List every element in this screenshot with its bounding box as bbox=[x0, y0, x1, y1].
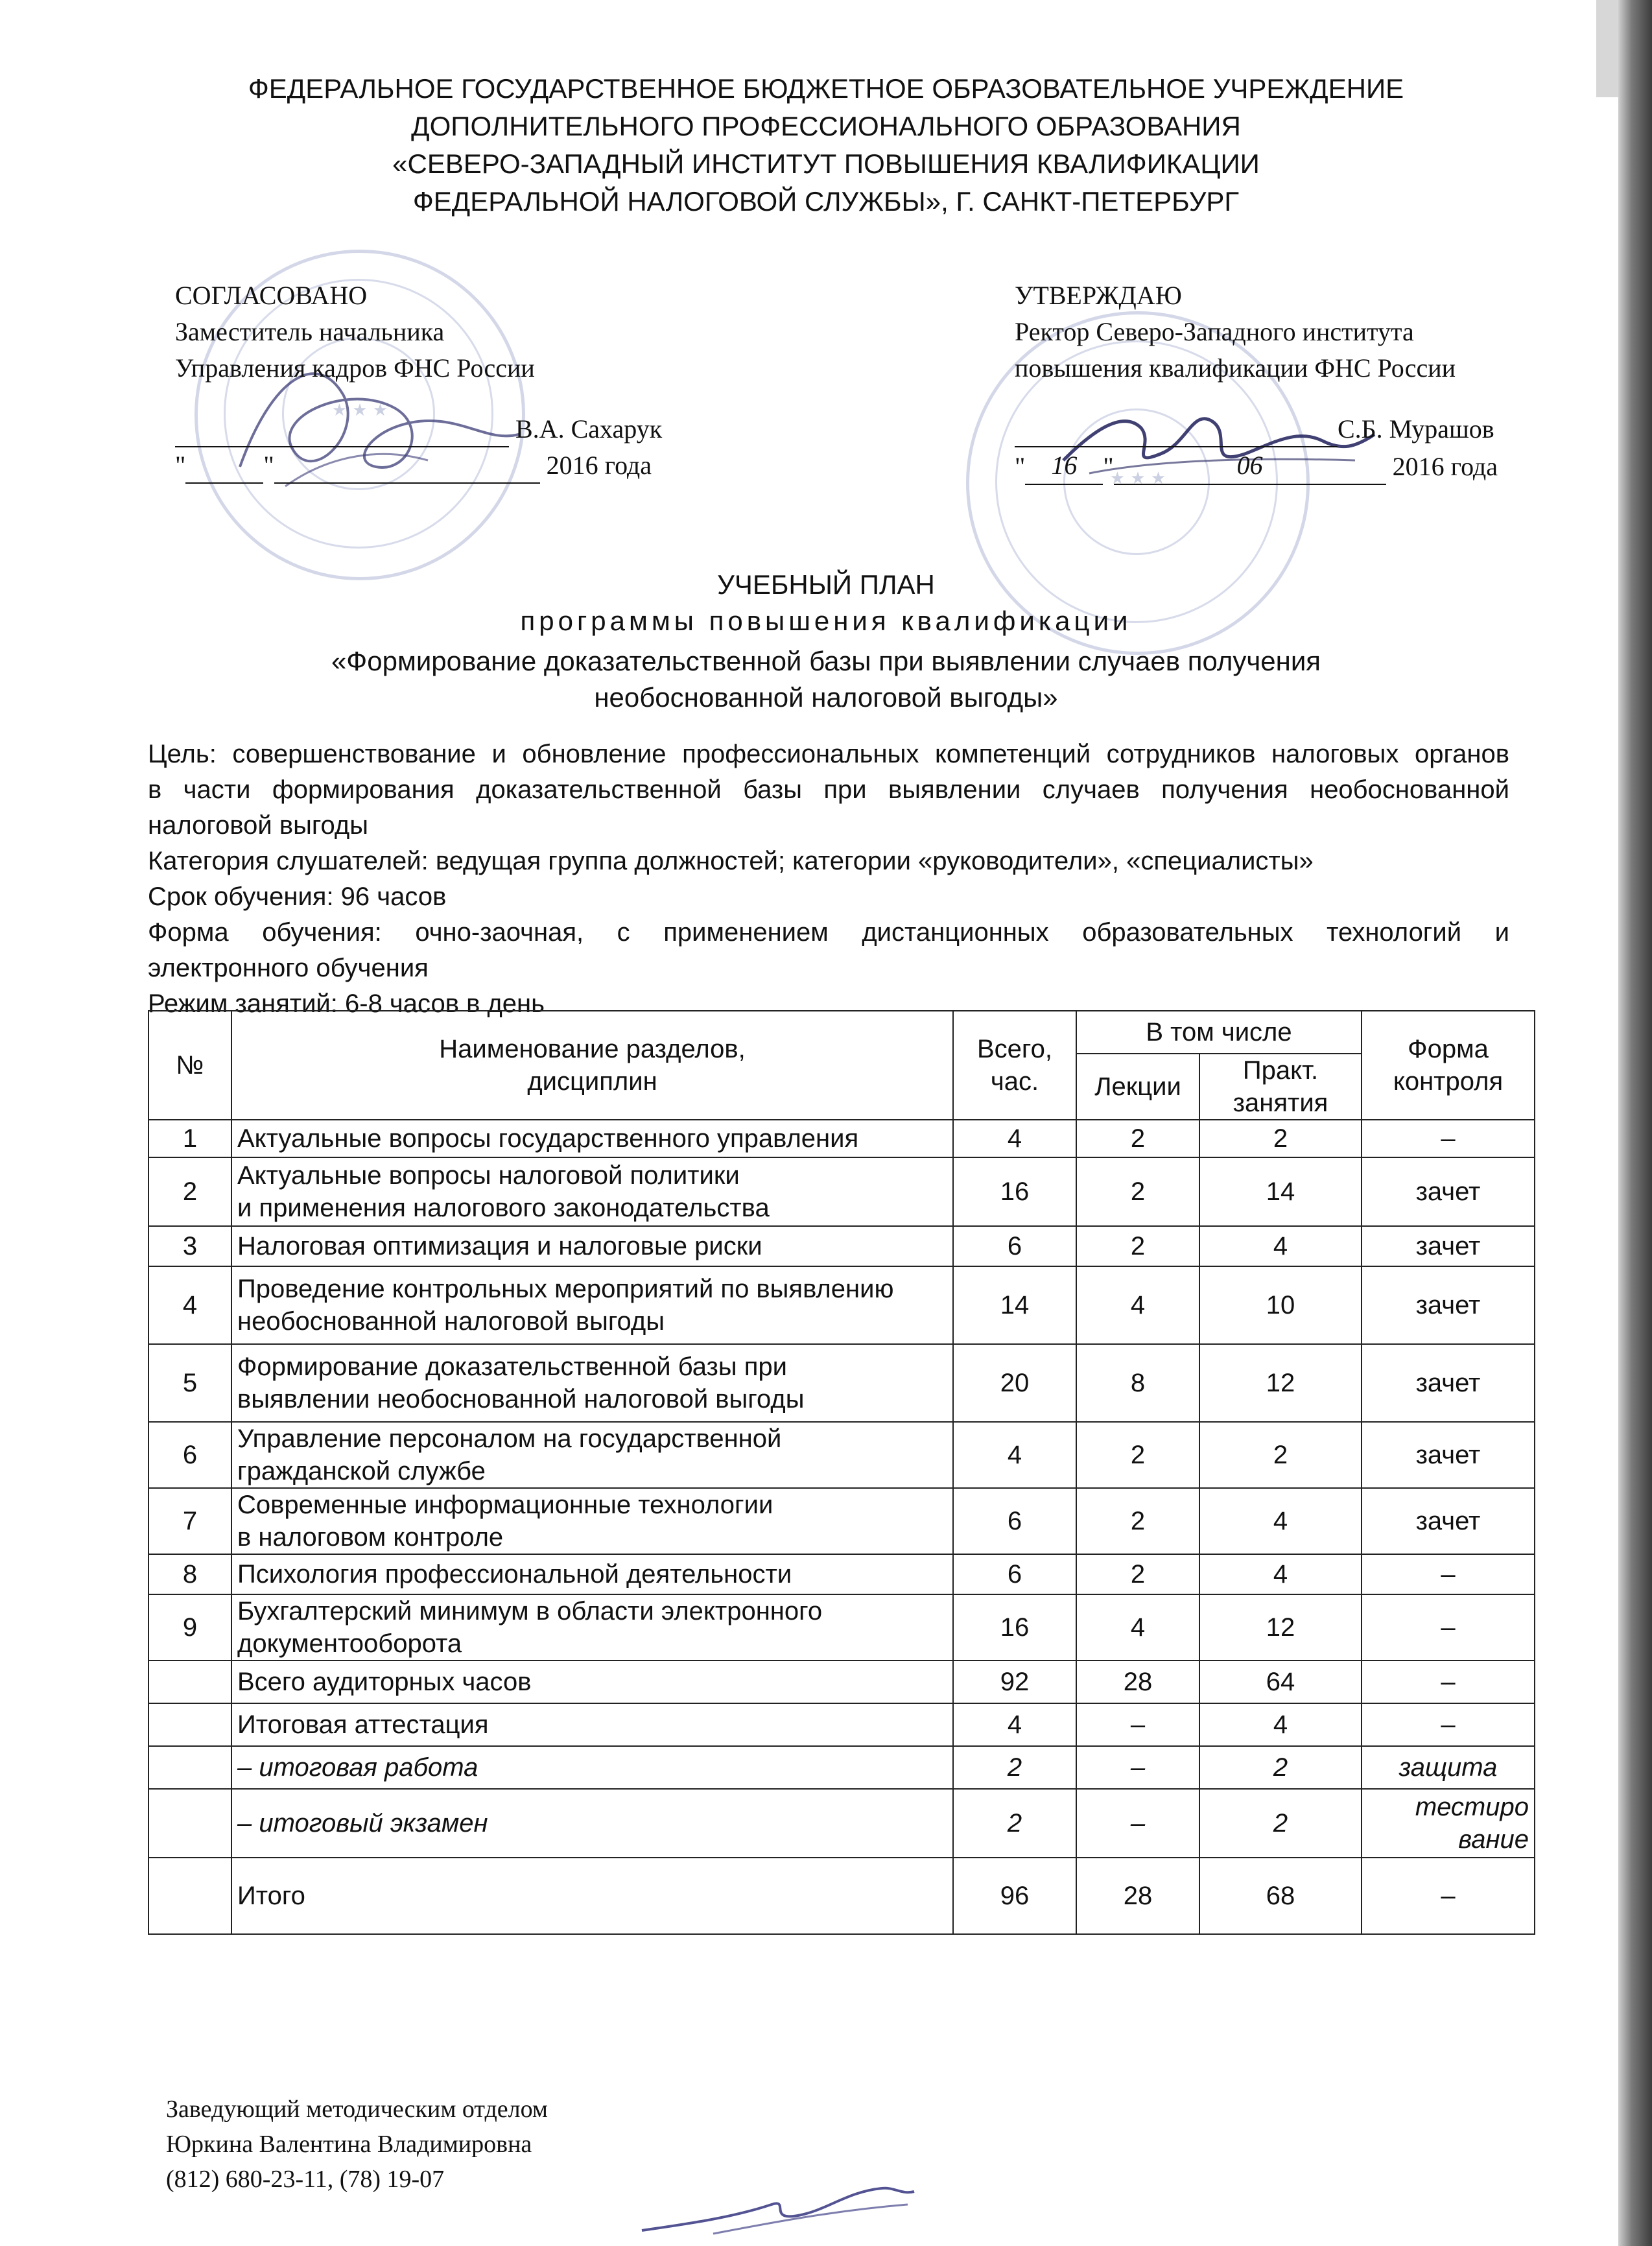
table-row bbox=[148, 1594, 1535, 1661]
row-control: – bbox=[1362, 1703, 1535, 1746]
table-row bbox=[148, 1157, 1535, 1226]
row-lectures: 2 bbox=[1076, 1157, 1199, 1226]
goal-line: Цель: совершенствование и обновление профессиональных компетенций сотрудников налоговых органов bbox=[148, 740, 1509, 768]
row-total: 4 bbox=[953, 1422, 1076, 1488]
approved-heading: УТВЕРЖДАЮ bbox=[1015, 281, 1182, 310]
row-num: 8 bbox=[148, 1554, 231, 1594]
approved-signer: С.Б. Мурашов bbox=[1338, 414, 1494, 443]
row-practice: 4 bbox=[1199, 1554, 1362, 1594]
row-control-line: тестиро bbox=[1415, 1793, 1529, 1821]
footer-line: (812) 680-23-11, (78) 19-07 bbox=[166, 2166, 445, 2193]
document-title: УЧЕБНЫЙ ПЛАН bbox=[717, 569, 935, 600]
row-control: зачет bbox=[1362, 1422, 1535, 1488]
row-total: 4 bbox=[953, 1703, 1076, 1746]
agreed-year: 2016 года bbox=[546, 451, 652, 480]
row-practice: 4 bbox=[1199, 1226, 1362, 1266]
study-form-line: электронного обучения bbox=[148, 954, 429, 982]
header-control-line: Форма bbox=[1408, 1035, 1489, 1063]
row-name-line: необоснованной налоговой выгоды bbox=[237, 1307, 665, 1336]
row-control: – bbox=[1362, 1594, 1535, 1661]
agreed-position: Заместитель начальника bbox=[175, 317, 445, 346]
header-total-line: час. bbox=[990, 1067, 1039, 1096]
row-name-line: документооборота bbox=[237, 1629, 462, 1658]
audience-category: Категория слушателей: ведущая группа должностей; категории «руководители», «специалисты» bbox=[148, 847, 1314, 875]
row-name bbox=[231, 1226, 953, 1266]
approval-approved bbox=[1015, 278, 1598, 485]
header-control bbox=[1362, 1011, 1535, 1120]
header-name-line: Наименование разделов, bbox=[439, 1035, 746, 1063]
row-num: 2 bbox=[148, 1157, 231, 1226]
row-name: – итоговый экзамен bbox=[231, 1789, 953, 1858]
program-name-line: необоснованной налоговой выгоды» bbox=[594, 682, 1058, 713]
row-control: – bbox=[1362, 1858, 1535, 1934]
row-name: Итого bbox=[231, 1858, 953, 1934]
row-name-line: Формирование доказательственной базы при bbox=[237, 1353, 788, 1381]
header-name bbox=[231, 1011, 953, 1120]
row-num: 1 bbox=[148, 1120, 231, 1157]
row-name bbox=[231, 1157, 953, 1226]
row-control: зачет bbox=[1362, 1226, 1535, 1266]
row-control bbox=[1362, 1789, 1535, 1858]
header-practice bbox=[1199, 1054, 1362, 1120]
table-row bbox=[148, 1488, 1535, 1554]
document-subtitle: программы повышения квалификации bbox=[520, 606, 1132, 636]
row-num bbox=[148, 1661, 231, 1703]
header-lectures: Лекции bbox=[1076, 1054, 1199, 1120]
row-practice: 4 bbox=[1199, 1488, 1362, 1554]
row-name-line: Актуальные вопросы государственного управления bbox=[237, 1124, 859, 1153]
row-num: 9 bbox=[148, 1594, 231, 1661]
row-num: 7 bbox=[148, 1488, 231, 1554]
agreed-heading: СОГЛАСОВАНО bbox=[175, 281, 368, 310]
row-lectures: 4 bbox=[1076, 1594, 1199, 1661]
row-total: 92 bbox=[953, 1661, 1076, 1703]
approved-position: повышения квалификации ФНС России bbox=[1015, 353, 1456, 383]
row-control-line: вание bbox=[1458, 1825, 1529, 1854]
row-name: – итоговая работа bbox=[231, 1746, 953, 1789]
header-name-line: дисциплин bbox=[527, 1067, 657, 1096]
row-control: – bbox=[1362, 1554, 1535, 1594]
table-row-summary bbox=[148, 1703, 1535, 1746]
row-lectures: 2 bbox=[1076, 1422, 1199, 1488]
row-num bbox=[148, 1746, 231, 1789]
row-lectures: – bbox=[1076, 1789, 1199, 1858]
row-practice: 12 bbox=[1199, 1594, 1362, 1661]
row-lectures: 2 bbox=[1076, 1488, 1199, 1554]
footer-signature bbox=[635, 2179, 921, 2243]
approval-agreed bbox=[175, 278, 694, 484]
row-practice: 4 bbox=[1199, 1703, 1362, 1746]
header-control-line: контроля bbox=[1393, 1067, 1504, 1096]
header-num: № bbox=[148, 1011, 231, 1120]
row-lectures: 4 bbox=[1076, 1266, 1199, 1344]
row-practice: 2 bbox=[1199, 1120, 1362, 1157]
row-lectures: – bbox=[1076, 1703, 1199, 1746]
row-total: 6 bbox=[953, 1554, 1076, 1594]
table-row bbox=[148, 1422, 1535, 1488]
study-form-line: Форма обучения: очно-заочная, с применением дистанционных образовательных технологий и bbox=[148, 918, 1509, 947]
footer-line: Заведующий методическим отделом bbox=[166, 2096, 548, 2123]
row-name bbox=[231, 1422, 953, 1488]
date-quote: " bbox=[1103, 452, 1114, 481]
row-name bbox=[231, 1266, 953, 1344]
table-row bbox=[148, 1554, 1535, 1594]
row-name bbox=[231, 1120, 953, 1157]
row-num bbox=[148, 1858, 231, 1934]
row-practice: 64 bbox=[1199, 1661, 1362, 1703]
row-lectures: – bbox=[1076, 1746, 1199, 1789]
row-name bbox=[231, 1488, 953, 1554]
row-control: зачет bbox=[1362, 1266, 1535, 1344]
row-practice: 12 bbox=[1199, 1344, 1362, 1422]
row-practice: 2 bbox=[1199, 1746, 1362, 1789]
header-practice-line: Практ. bbox=[1242, 1056, 1319, 1085]
row-name bbox=[231, 1344, 953, 1422]
header-line: ФЕДЕРАЛЬНОЕ ГОСУДАРСТВЕННОЕ БЮДЖЕТНОЕ ОБРАЗОВАТЕЛЬНОЕ УЧРЕЖДЕНИЕ bbox=[248, 73, 1404, 104]
row-num: 4 bbox=[148, 1266, 231, 1344]
row-control: зачет bbox=[1362, 1157, 1535, 1226]
table-row bbox=[148, 1266, 1535, 1344]
contact-footer bbox=[166, 2092, 548, 2197]
row-num: 3 bbox=[148, 1226, 231, 1266]
program-name-line: «Формирование доказательственной базы при выявлении случаев получения bbox=[331, 646, 1321, 676]
date-quote: " bbox=[263, 451, 274, 480]
row-name-line: Управление персоналом на государственной bbox=[237, 1424, 782, 1453]
row-lectures: 8 bbox=[1076, 1344, 1199, 1422]
table-row-final-exam bbox=[148, 1789, 1535, 1858]
left-stamp: ★ ★ ★ bbox=[195, 250, 525, 580]
header-including: В том числе bbox=[1076, 1011, 1362, 1054]
row-practice: 2 bbox=[1199, 1789, 1362, 1858]
row-name: Всего аудиторных часов bbox=[231, 1661, 953, 1703]
curriculum-table bbox=[148, 1010, 1535, 1935]
date-day: 16 bbox=[1025, 447, 1103, 485]
date-quote: " bbox=[1015, 452, 1026, 481]
row-name bbox=[231, 1554, 953, 1594]
row-name-line: гражданской службе bbox=[237, 1457, 486, 1485]
table-row-summary bbox=[148, 1661, 1535, 1703]
row-control: зачет bbox=[1362, 1344, 1535, 1422]
row-name bbox=[231, 1594, 953, 1661]
header-practice-line: занятия bbox=[1233, 1089, 1328, 1117]
row-name-line: в налоговом контроле bbox=[237, 1523, 504, 1552]
duration: Срок обучения: 96 часов bbox=[148, 882, 447, 911]
date-month-line bbox=[274, 482, 540, 484]
approved-year: 2016 года bbox=[1392, 452, 1498, 481]
row-name-line: Бухгалтерский минимум в области электронного bbox=[237, 1597, 823, 1625]
row-practice: 2 bbox=[1199, 1422, 1362, 1488]
row-lectures: 2 bbox=[1076, 1554, 1199, 1594]
header-total bbox=[953, 1011, 1076, 1120]
row-practice: 10 bbox=[1199, 1266, 1362, 1344]
header-total-line: Всего, bbox=[977, 1035, 1052, 1063]
row-total: 6 bbox=[953, 1488, 1076, 1554]
row-total: 2 bbox=[953, 1746, 1076, 1789]
table-row bbox=[148, 1120, 1535, 1157]
row-total: 2 bbox=[953, 1789, 1076, 1858]
agreed-signer: В.А. Сахарук bbox=[515, 414, 663, 443]
goal-line: в части формирования доказательственной базы при выявлении случаев получения необоснованной bbox=[148, 775, 1509, 804]
row-name: Итоговая аттестация bbox=[231, 1703, 953, 1746]
row-lectures: 28 bbox=[1076, 1661, 1199, 1703]
row-total: 6 bbox=[953, 1226, 1076, 1266]
date-day-line bbox=[185, 482, 263, 484]
row-control: – bbox=[1362, 1120, 1535, 1157]
row-name-line: выявлении необоснованной налоговой выгоды bbox=[237, 1385, 805, 1413]
row-name-line: Психология профессиональной деятельности bbox=[237, 1560, 792, 1589]
row-num: 5 bbox=[148, 1344, 231, 1422]
table-row bbox=[148, 1226, 1535, 1266]
row-num bbox=[148, 1789, 231, 1858]
row-lectures: 2 bbox=[1076, 1226, 1199, 1266]
row-total: 4 bbox=[953, 1120, 1076, 1157]
row-num bbox=[148, 1703, 231, 1746]
row-total: 16 bbox=[953, 1157, 1076, 1226]
date-month: 06 bbox=[1114, 447, 1386, 485]
program-info bbox=[148, 737, 1509, 1022]
class-mode: Режим занятий: 6-8 часов в день bbox=[148, 989, 545, 1018]
approved-position: Ректор Северо-Западного института bbox=[1015, 317, 1414, 346]
table-header-row bbox=[148, 1011, 1535, 1054]
table-row-final-work bbox=[148, 1746, 1535, 1789]
header-line: «СЕВЕРО-ЗАПАДНЫЙ ИНСТИТУТ ПОВЫШЕНИЯ КВАЛИФИКАЦИИ bbox=[392, 148, 1260, 179]
agreed-position: Управления кадров ФНС России bbox=[175, 353, 535, 383]
table-row bbox=[148, 1344, 1535, 1422]
row-control: – bbox=[1362, 1661, 1535, 1703]
row-total: 96 bbox=[953, 1858, 1076, 1934]
row-practice: 68 bbox=[1199, 1858, 1362, 1934]
row-name-line: Современные информационные технологии bbox=[237, 1491, 773, 1519]
row-total: 16 bbox=[953, 1594, 1076, 1661]
row-lectures: 28 bbox=[1076, 1858, 1199, 1934]
goal-line: налоговой выгоды bbox=[148, 811, 368, 840]
scan-edge bbox=[1618, 0, 1652, 2246]
row-name-line: и применения налогового законодательства bbox=[237, 1194, 770, 1222]
row-control: защита bbox=[1362, 1746, 1535, 1789]
program-name bbox=[0, 643, 1652, 716]
row-name-line: Налоговая оптимизация и налоговые риски bbox=[237, 1232, 762, 1260]
table-row-grand-total bbox=[148, 1858, 1535, 1934]
row-name-line: Актуальные вопросы налоговой политики bbox=[237, 1161, 740, 1190]
date-quote: " bbox=[175, 451, 186, 480]
footer-line: Юркина Валентина Владимировна bbox=[166, 2131, 532, 2158]
row-num: 6 bbox=[148, 1422, 231, 1488]
row-name-line: Проведение контрольных мероприятий по выявлению bbox=[237, 1275, 894, 1303]
institution-header bbox=[0, 70, 1652, 220]
header-line: ДОПОЛНИТЕЛЬНОГО ПРОФЕССИОНАЛЬНОГО ОБРАЗОВАНИЯ bbox=[411, 111, 1241, 141]
row-total: 14 bbox=[953, 1266, 1076, 1344]
right-stamp: ★ ★ ★ bbox=[966, 311, 1310, 655]
header-line: ФЕДЕРАЛЬНОЙ НАЛОГОВОЙ СЛУЖБЫ», Г. САНКТ-ПЕТЕРБУРГ bbox=[412, 186, 1240, 217]
row-lectures: 2 bbox=[1076, 1120, 1199, 1157]
row-practice: 14 bbox=[1199, 1157, 1362, 1226]
row-control: зачет bbox=[1362, 1488, 1535, 1554]
row-total: 20 bbox=[953, 1344, 1076, 1422]
